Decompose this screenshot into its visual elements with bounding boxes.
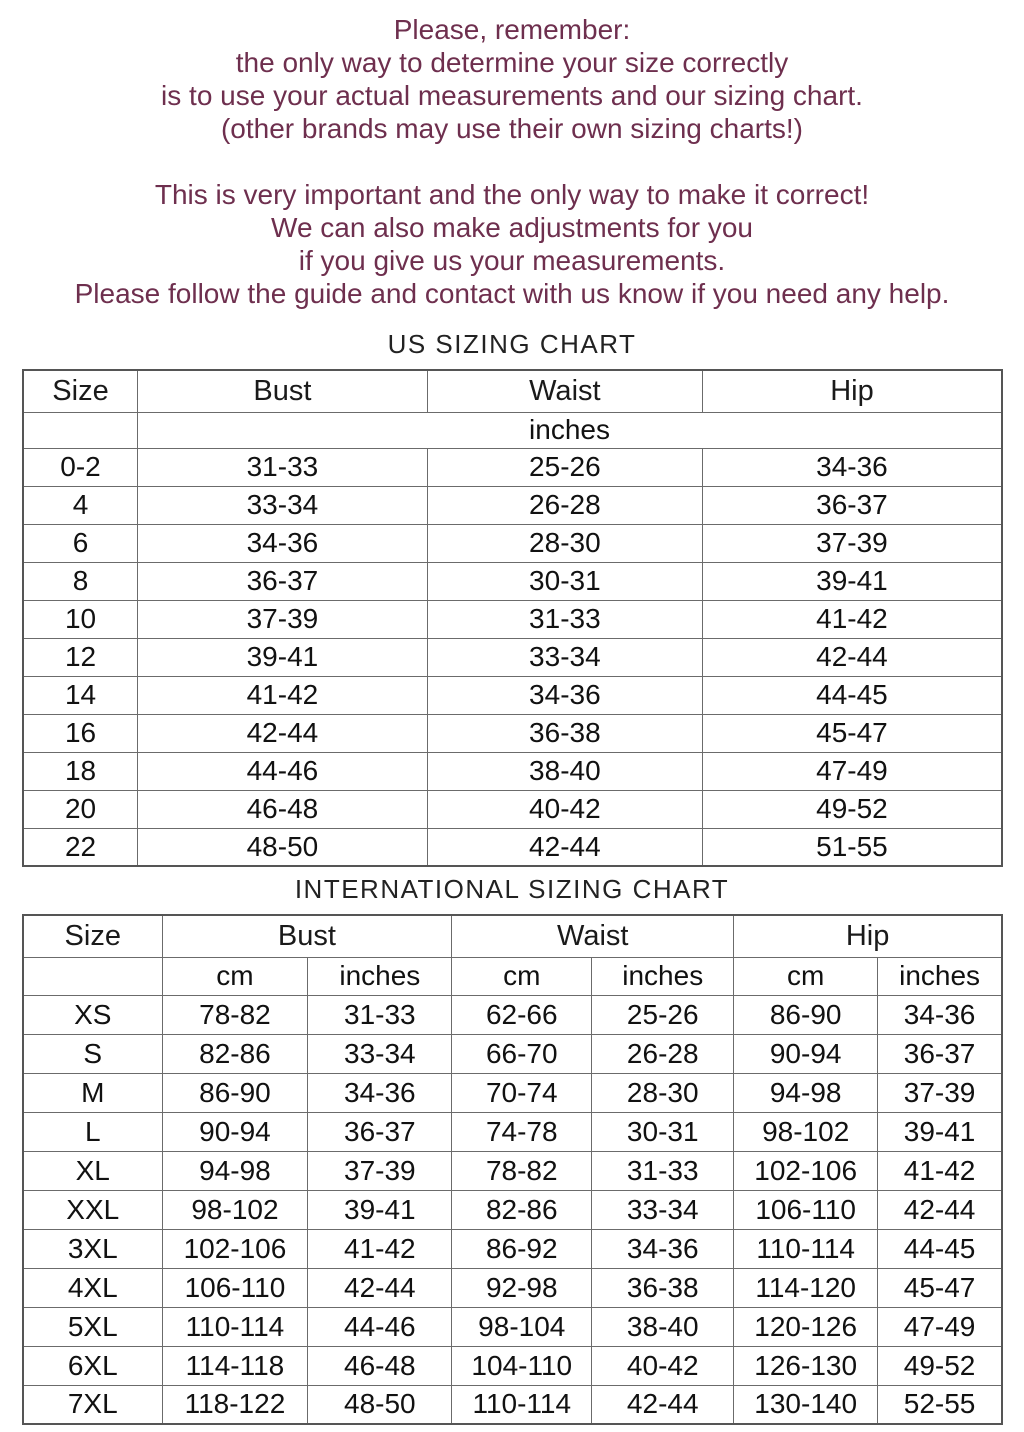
intl-header-waist: Waist <box>452 915 734 957</box>
intl-size-cell: L <box>23 1112 162 1151</box>
table-row <box>23 1346 1002 1385</box>
us-header-row <box>23 370 1002 412</box>
intl-bust-in-cell: 37-39 <box>308 1151 452 1190</box>
intl-hip-cm-cell: 126-130 <box>734 1346 878 1385</box>
intro-line-7: if you give us your measurements. <box>298 245 726 276</box>
intl-bust-in-cell: 44-46 <box>308 1307 452 1346</box>
us-unit-empty-cell <box>23 412 138 448</box>
intl-unit-waist-cm: cm <box>452 957 592 995</box>
intl-chart-title: INTERNATIONAL SIZING CHART <box>294 874 730 904</box>
intl-hip-in-cell: 44-45 <box>878 1229 1002 1268</box>
intl-hip-cm-cell: 120-126 <box>734 1307 878 1346</box>
table-row <box>23 448 1002 486</box>
intl-unit-empty-cell <box>23 957 162 995</box>
table-row <box>23 1385 1002 1424</box>
intl-hip-in-cell: 36-37 <box>878 1034 1002 1073</box>
intl-bust-cm-cell: 82-86 <box>162 1034 308 1073</box>
intro-line-6: We can also make adjustments for you <box>271 212 753 243</box>
table-row <box>23 995 1002 1034</box>
intl-unit-hip-cm: cm <box>734 957 878 995</box>
intl-size-cell: 7XL <box>23 1385 162 1424</box>
us-size-cell: 12 <box>23 638 138 676</box>
intl-waist-in-cell: 25-26 <box>592 995 734 1034</box>
intl-bust-cm-cell: 86-90 <box>162 1073 308 1112</box>
table-row <box>23 600 1002 638</box>
intro-line-4: (other brands may use their own sizing charts!) <box>220 113 804 144</box>
intl-size-cell: 5XL <box>23 1307 162 1346</box>
us-size-cell: 8 <box>23 562 138 600</box>
us-unit-row <box>23 412 1002 448</box>
intl-bust-cm-cell: 78-82 <box>162 995 308 1034</box>
intl-hip-cm-cell: 90-94 <box>734 1034 878 1073</box>
us-waist-cell: 34-36 <box>427 676 702 714</box>
us-hip-cell: 41-42 <box>702 600 1002 638</box>
intro-line-5: This is very important and the only way to make it correct! <box>154 179 870 210</box>
intl-bust-cm-cell: 118-122 <box>162 1385 308 1424</box>
intl-hip-in-cell: 47-49 <box>878 1307 1002 1346</box>
us-bust-cell: 37-39 <box>138 600 428 638</box>
us-waist-cell: 33-34 <box>427 638 702 676</box>
us-bust-cell: 36-37 <box>138 562 428 600</box>
us-hip-cell: 49-52 <box>702 790 1002 828</box>
intl-waist-in-cell: 28-30 <box>592 1073 734 1112</box>
intl-waist-in-cell: 34-36 <box>592 1229 734 1268</box>
intl-waist-cm-cell: 62-66 <box>452 995 592 1034</box>
intl-hip-in-cell: 34-36 <box>878 995 1002 1034</box>
intl-bust-cm-cell: 102-106 <box>162 1229 308 1268</box>
intl-header-hip: Hip <box>734 915 1002 957</box>
intl-waist-cm-cell: 74-78 <box>452 1112 592 1151</box>
intl-hip-in-cell: 37-39 <box>878 1073 1002 1112</box>
us-bust-cell: 34-36 <box>138 524 428 562</box>
us-bust-cell: 33-34 <box>138 486 428 524</box>
intl-size-cell: XL <box>23 1151 162 1190</box>
us-header-size: Size <box>23 370 138 412</box>
intl-bust-in-cell: 31-33 <box>308 995 452 1034</box>
intl-header-bust: Bust <box>162 915 452 957</box>
intl-hip-in-cell: 39-41 <box>878 1112 1002 1151</box>
table-row <box>23 714 1002 752</box>
us-size-cell: 18 <box>23 752 138 790</box>
intl-waist-in-cell: 38-40 <box>592 1307 734 1346</box>
us-header-bust: Bust <box>138 370 428 412</box>
intl-bust-in-cell: 48-50 <box>308 1385 452 1424</box>
us-waist-cell: 25-26 <box>427 448 702 486</box>
us-header-waist: Waist <box>427 370 702 412</box>
intl-bust-cm-cell: 114-118 <box>162 1346 308 1385</box>
intro-text <box>0 0 1024 310</box>
us-bust-cell: 31-33 <box>138 448 428 486</box>
us-hip-cell: 34-36 <box>702 448 1002 486</box>
intl-hip-cm-cell: 114-120 <box>734 1268 878 1307</box>
us-unit-label: inches <box>138 412 1002 448</box>
us-bust-cell: 41-42 <box>138 676 428 714</box>
intl-hip-cm-cell: 98-102 <box>734 1112 878 1151</box>
intl-waist-cm-cell: 98-104 <box>452 1307 592 1346</box>
intl-waist-in-cell: 26-28 <box>592 1034 734 1073</box>
international-sizing-table <box>22 914 1003 1425</box>
us-bust-cell: 48-50 <box>138 828 428 866</box>
intl-hip-cm-cell: 106-110 <box>734 1190 878 1229</box>
table-row <box>23 828 1002 866</box>
intl-waist-cm-cell: 86-92 <box>452 1229 592 1268</box>
table-row <box>23 752 1002 790</box>
us-waist-cell: 40-42 <box>427 790 702 828</box>
intl-bust-cm-cell: 110-114 <box>162 1307 308 1346</box>
us-hip-cell: 47-49 <box>702 752 1002 790</box>
us-size-cell: 6 <box>23 524 138 562</box>
table-row <box>23 1307 1002 1346</box>
table-row <box>23 486 1002 524</box>
intl-waist-cm-cell: 92-98 <box>452 1268 592 1307</box>
intl-size-cell: S <box>23 1034 162 1073</box>
intl-hip-in-cell: 52-55 <box>878 1385 1002 1424</box>
table-row <box>23 562 1002 600</box>
us-size-cell: 20 <box>23 790 138 828</box>
intl-bust-cm-cell: 94-98 <box>162 1151 308 1190</box>
us-waist-cell: 36-38 <box>427 714 702 752</box>
intl-size-cell: 3XL <box>23 1229 162 1268</box>
intl-waist-in-cell: 42-44 <box>592 1385 734 1424</box>
us-hip-cell: 39-41 <box>702 562 1002 600</box>
us-bust-cell: 39-41 <box>138 638 428 676</box>
intl-waist-in-cell: 33-34 <box>592 1190 734 1229</box>
intl-size-cell: 4XL <box>23 1268 162 1307</box>
table-row <box>23 638 1002 676</box>
us-size-cell: 4 <box>23 486 138 524</box>
us-chart-title: US SIZING CHART <box>387 329 637 359</box>
table-row <box>23 1151 1002 1190</box>
intl-bust-in-cell: 34-36 <box>308 1073 452 1112</box>
us-hip-cell: 42-44 <box>702 638 1002 676</box>
table-row <box>23 1190 1002 1229</box>
intl-bust-in-cell: 36-37 <box>308 1112 452 1151</box>
intl-unit-row <box>23 957 1002 995</box>
us-waist-cell: 30-31 <box>427 562 702 600</box>
paragraph-gap <box>0 145 1024 178</box>
us-size-cell: 0-2 <box>23 448 138 486</box>
us-waist-cell: 26-28 <box>427 486 702 524</box>
intl-size-cell: 6XL <box>23 1346 162 1385</box>
intl-header-size: Size <box>23 915 162 957</box>
intl-bust-in-cell: 46-48 <box>308 1346 452 1385</box>
intl-waist-cm-cell: 78-82 <box>452 1151 592 1190</box>
us-size-cell: 16 <box>23 714 138 752</box>
intl-hip-cm-cell: 102-106 <box>734 1151 878 1190</box>
intl-size-cell: M <box>23 1073 162 1112</box>
intl-header-row <box>23 915 1002 957</box>
us-hip-cell: 51-55 <box>702 828 1002 866</box>
intl-bust-cm-cell: 106-110 <box>162 1268 308 1307</box>
table-row <box>23 1112 1002 1151</box>
us-hip-cell: 45-47 <box>702 714 1002 752</box>
table-row <box>23 1034 1002 1073</box>
intl-hip-cm-cell: 130-140 <box>734 1385 878 1424</box>
intl-hip-cm-cell: 86-90 <box>734 995 878 1034</box>
us-bust-cell: 44-46 <box>138 752 428 790</box>
intl-size-cell: XS <box>23 995 162 1034</box>
intl-size-cell: XXL <box>23 1190 162 1229</box>
intl-hip-cm-cell: 110-114 <box>734 1229 878 1268</box>
us-waist-cell: 38-40 <box>427 752 702 790</box>
table-row <box>23 1268 1002 1307</box>
us-bust-cell: 46-48 <box>138 790 428 828</box>
intl-bust-cm-cell: 90-94 <box>162 1112 308 1151</box>
intl-waist-cm-cell: 66-70 <box>452 1034 592 1073</box>
intl-unit-bust-cm: cm <box>162 957 308 995</box>
us-hip-cell: 36-37 <box>702 486 1002 524</box>
intl-hip-in-cell: 42-44 <box>878 1190 1002 1229</box>
us-size-cell: 22 <box>23 828 138 866</box>
intl-unit-bust-inches: inches <box>308 957 452 995</box>
us-waist-cell: 28-30 <box>427 524 702 562</box>
table-row <box>23 524 1002 562</box>
intl-waist-in-cell: 40-42 <box>592 1346 734 1385</box>
intl-waist-cm-cell: 70-74 <box>452 1073 592 1112</box>
us-hip-cell: 37-39 <box>702 524 1002 562</box>
intl-unit-hip-inches: inches <box>878 957 1002 995</box>
intl-waist-cm-cell: 104-110 <box>452 1346 592 1385</box>
intl-waist-in-cell: 30-31 <box>592 1112 734 1151</box>
intl-bust-in-cell: 41-42 <box>308 1229 452 1268</box>
intro-line-1: Please, remember: <box>393 14 631 45</box>
us-hip-cell: 44-45 <box>702 676 1002 714</box>
us-size-cell: 10 <box>23 600 138 638</box>
intl-unit-waist-inches: inches <box>592 957 734 995</box>
table-row <box>23 790 1002 828</box>
intl-bust-in-cell: 33-34 <box>308 1034 452 1073</box>
intl-hip-cm-cell: 94-98 <box>734 1073 878 1112</box>
us-sizing-table <box>22 369 1003 867</box>
intl-hip-in-cell: 49-52 <box>878 1346 1002 1385</box>
intl-bust-in-cell: 39-41 <box>308 1190 452 1229</box>
intro-line-3: is to use your actual measurements and our sizing chart. <box>161 80 863 111</box>
table-row <box>23 1073 1002 1112</box>
intro-line-8: Please follow the guide and contact with us know if you need any help. <box>74 278 950 309</box>
table-row <box>23 1229 1002 1268</box>
intl-waist-in-cell: 31-33 <box>592 1151 734 1190</box>
table-row <box>23 676 1002 714</box>
intl-hip-in-cell: 45-47 <box>878 1268 1002 1307</box>
us-size-cell: 14 <box>23 676 138 714</box>
intro-line-2: the only way to determine your size correctly <box>235 47 789 78</box>
intl-waist-in-cell: 36-38 <box>592 1268 734 1307</box>
us-waist-cell: 42-44 <box>427 828 702 866</box>
intl-hip-in-cell: 41-42 <box>878 1151 1002 1190</box>
us-waist-cell: 31-33 <box>427 600 702 638</box>
intl-waist-cm-cell: 110-114 <box>452 1385 592 1424</box>
intl-bust-in-cell: 42-44 <box>308 1268 452 1307</box>
intl-bust-cm-cell: 98-102 <box>162 1190 308 1229</box>
us-header-hip: Hip <box>702 370 1002 412</box>
us-bust-cell: 42-44 <box>138 714 428 752</box>
intl-waist-cm-cell: 82-86 <box>452 1190 592 1229</box>
